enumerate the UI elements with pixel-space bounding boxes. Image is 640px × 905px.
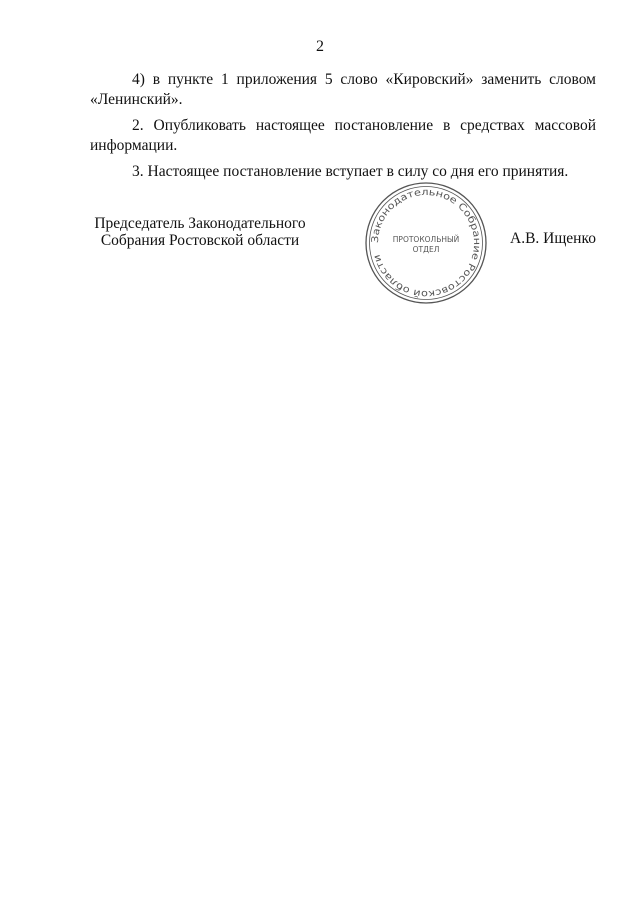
signatory-position-line-2: Собрания Ростовской области xyxy=(100,232,300,249)
document-body xyxy=(90,70,596,188)
paragraph-item-4: 4) в пункте 1 приложения 5 слово «Кировский» заменить словом «Ленинский». xyxy=(90,71,596,108)
stamp-ring-text: Законодательное Собрание Ростовской области xyxy=(369,186,483,300)
signatory-position xyxy=(80,215,320,249)
paragraph-publish: 2. Опубликовать настоящее постановление в средствах массовой информации. xyxy=(90,117,596,154)
stamp-center-line-2: ОТДЕЛ xyxy=(412,245,440,254)
paragraph-effective-date: 3. Настоящее постановление вступает в силу со дня его принятия. xyxy=(132,163,569,180)
signatory-position-line-1: Председатель Законодательного xyxy=(94,215,306,232)
signatory-name: А.В. Ищенко xyxy=(510,230,596,247)
stamp-center-line-1: ПРОТОКОЛЬНЫЙ xyxy=(392,235,460,244)
protocol-department-stamp xyxy=(364,181,488,305)
page-number: 2 xyxy=(316,38,324,55)
